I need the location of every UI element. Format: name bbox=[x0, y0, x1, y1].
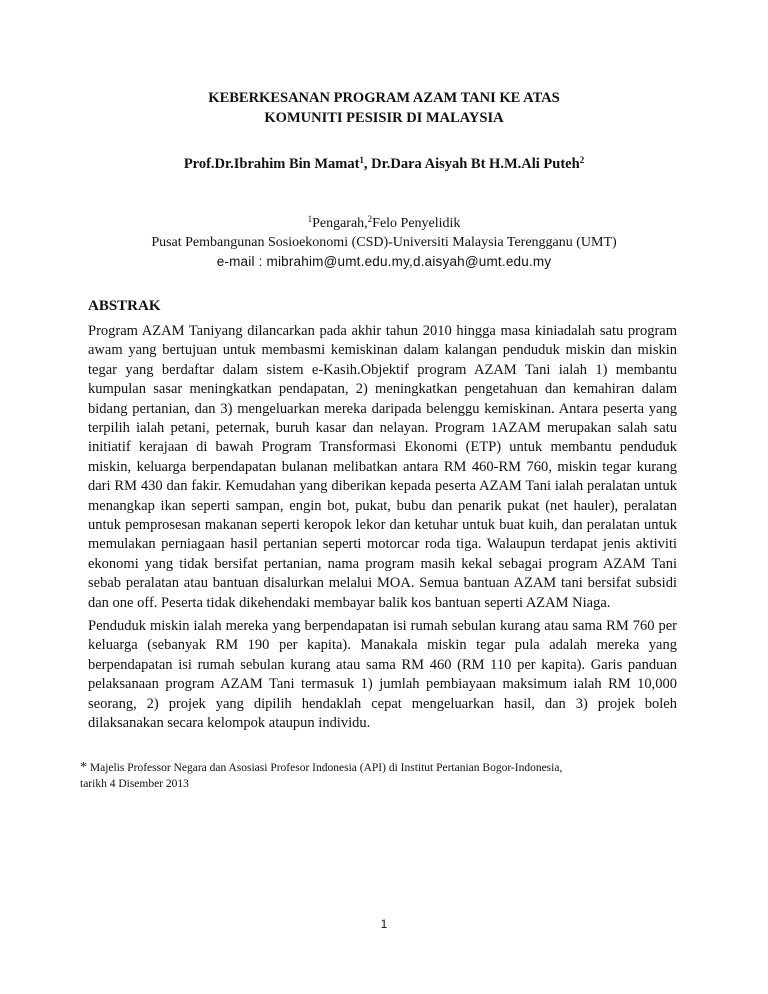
footnote bbox=[80, 760, 720, 792]
affiliation-block bbox=[0, 210, 768, 271]
institution: Pusat Pembangunan Sosioekonomi (CSD)-Universiti Malaysia Terengganu (UMT) bbox=[151, 235, 617, 250]
footnote-marker: * bbox=[80, 760, 87, 775]
footnote-text: Majelis Professor Negara dan Asosiasi Profesor Indonesia (API) di Institut Pertanian Bogor-Indonesia, bbox=[87, 762, 563, 774]
author-separator: , bbox=[363, 156, 372, 172]
email-line: e-mail : mibrahim@umt.edu.my,d.aisyah@umt.edu.my bbox=[216, 254, 552, 269]
author-2: Dr.Dara Aisyah Bt H.M.Ali Puteh bbox=[371, 156, 580, 172]
footnote-line-2: tarikh 4 Disember 2013 bbox=[80, 778, 189, 790]
abstract-heading: ABSTRAK bbox=[88, 298, 161, 314]
author-1-sup: 1 bbox=[359, 155, 364, 165]
paper-title bbox=[0, 88, 768, 128]
role-2-sup: 2 bbox=[367, 214, 373, 224]
author-2-sup: 2 bbox=[579, 155, 585, 165]
abstract-paragraph-1: Program AZAM Taniyang dilancarkan pada akhir tahun 2010 hingga masa kiniadalah satu program awam yang bertujuan untuk membasmi kemiskinan dalam kalangan penduduk miskin dan miskin tegar yang berdaftar dalam sistem e-Kasih.Objektif program AZAM Tani ialah 1) membantu kumpulan sasar meningkatkan pendapatan, 2) meningkatkan pengetahuan dan kemahiran dalam bidang pertanian, dan 3) mengeluarkan mereka daripada belenggu kemiskinan. Antara peserta yang terpilih ialah petani, peternak, buruh kasar dan nelayan. Program 1AZAM merupakan salah satu initiatif kerajaan di bawah Program Transformasi Ekonomi (ETP) untuk membantu penduduk miskin, keluarga berpendapatan bulanan melibatkan antara RM 460-RM 760, miskin tegar kurang dari RM 430 dan fakir. Kemudahan yang diberikan kepada peserta AZAM Tani ialah peralatan untuk menangkap ikan seperti sampan, engin bot, pukat, bubu dan penarik pukat (net hauler), peralatan untuk pemprosesan makanan seperti keropok lekor dan ketuhar untuk buat kuih, dan peralatan untuk memulakan perniagaan hasil pertanian seperti motorcar roda tiga. Walaupun terdapat jenis aktiviti ekonomi yang tidak bersifat pertanian, nama program masih kekal sebagai program AZAM Tani sebab peralatan atau bantuan disalurkan melalui MOA. Semua bantuan AZAM tani bersifat subsidi dan one off. Peserta tidak dikehendaki membayar balik kos bantuan seperti AZAM Niaga. bbox=[88, 323, 677, 611]
abstract-paragraph-2: Penduduk miskin ialah mereka yang berpendapatan isi rumah sebulan kurang atau sama RM 760 per keluarga (sebanyak RM 190 per kapita). Manakala miskin tegar pula adalah mereka yang berpendapatan isi rumah sebulan kurang atau sama RM 460 (RM 110 per kapita). Garis panduan pelaksanaan program AZAM Tani termasuk 1) jumlah pembiayaan maksimum ialah RM 10,000 seorang, 2) projek yang dipilih hendaklah cepat mengeluarkan hasil, dan 3) projek boleh dilaksanakan secara kelompok ataupun individu. bbox=[88, 618, 677, 732]
title-line-1: KEBERKESANAN PROGRAM AZAM TANI KE ATAS bbox=[208, 90, 560, 106]
roles-line bbox=[0, 210, 768, 233]
role-1-sup: 1 bbox=[307, 214, 313, 224]
page-number: 1 bbox=[380, 917, 388, 931]
role-2: Felo Penyelidik bbox=[372, 216, 461, 231]
author-1: Prof.Dr.Ibrahim Bin Mamat bbox=[183, 156, 360, 172]
author-list bbox=[0, 155, 768, 173]
title-line-2: KOMUNITI PESISIR DI MALAYSIA bbox=[264, 110, 504, 126]
footnote-line-1 bbox=[80, 760, 720, 776]
role-1: Pengarah, bbox=[312, 216, 368, 231]
